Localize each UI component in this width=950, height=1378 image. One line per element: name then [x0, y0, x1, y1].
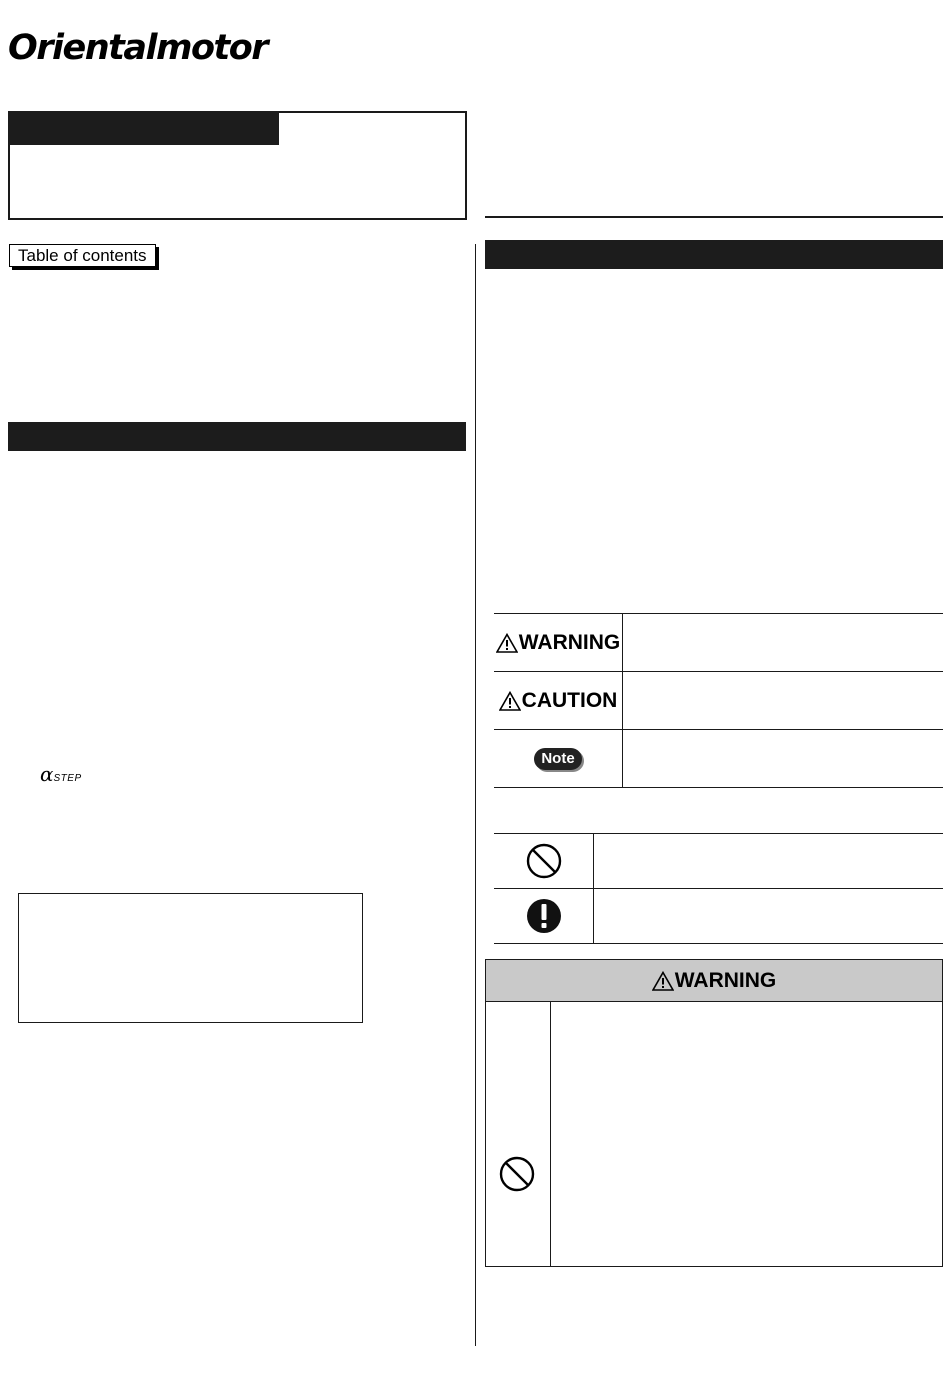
column-divider — [475, 244, 476, 1346]
warning-box-header — [486, 960, 942, 1002]
warning-heading-label: WARNING — [674, 968, 777, 992]
caution-signal-word — [499, 689, 618, 713]
symbol-table — [494, 833, 943, 944]
note-badge-icon: Note — [534, 748, 581, 770]
alphastep-mark — [40, 762, 82, 791]
signal-word-table — [494, 613, 943, 788]
warning-triangle-icon — [496, 633, 518, 653]
warning-label: WARNING — [518, 630, 621, 654]
table-row — [494, 672, 943, 730]
caution-label: CAUTION — [521, 688, 618, 712]
symbol-cell — [494, 834, 594, 888]
notice-box — [18, 893, 363, 1023]
warning-triangle-icon — [652, 971, 674, 991]
table-row — [494, 730, 943, 788]
warning-signal-word — [496, 631, 621, 655]
table-row — [494, 834, 943, 889]
warning-icon-column — [486, 1001, 551, 1266]
brand-logo: Orientalmotor — [8, 28, 268, 68]
mandatory-action-icon — [526, 898, 562, 934]
alpha-glyph: α — [40, 762, 54, 786]
symbol-cell — [494, 889, 594, 943]
title-tab-bar — [8, 111, 279, 145]
table-row — [494, 614, 943, 672]
signal-cell — [494, 730, 623, 787]
warning-triangle-icon — [499, 691, 521, 711]
step-text: STEP — [53, 773, 82, 784]
section-heading-bar-right — [485, 240, 943, 269]
prohibition-icon — [499, 1156, 535, 1192]
signal-cell — [494, 614, 623, 671]
prohibition-icon — [526, 843, 562, 879]
warning-box — [485, 959, 943, 1267]
table-of-contents-label: Table of contents — [9, 244, 156, 267]
table-row — [494, 889, 943, 944]
warning-heading — [652, 969, 777, 993]
header-rule — [485, 216, 943, 218]
signal-cell — [494, 672, 623, 729]
section-heading-bar-left — [8, 422, 466, 451]
